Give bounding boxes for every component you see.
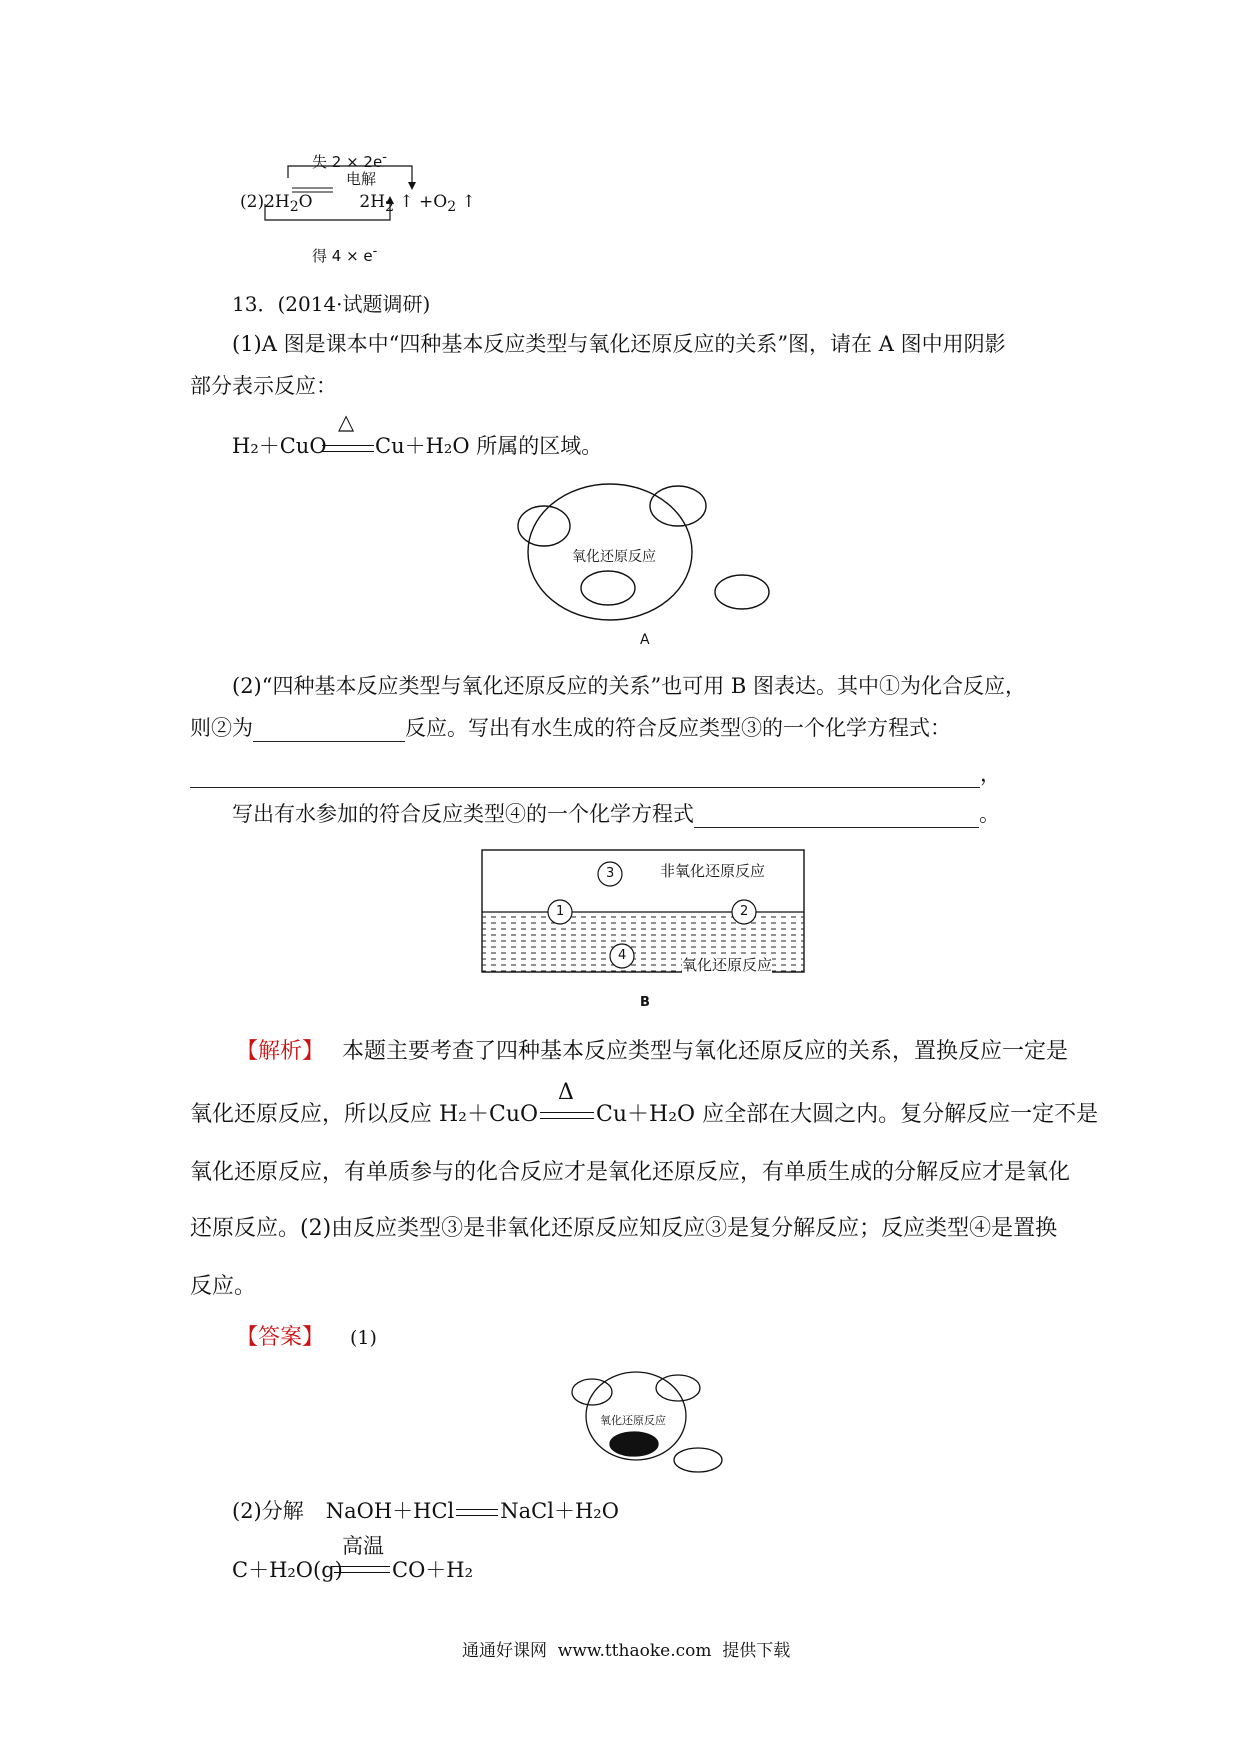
electrolysis-condition: 电解	[346, 170, 377, 188]
figure-b-num-1: 1	[556, 904, 565, 919]
figure-b-num-2: 2	[740, 904, 749, 919]
footer-source: 通通好课网 www.tthaoke.com 提供下载	[462, 1641, 791, 1661]
analysis-line3: 氧化还原反应，有单质参与的化合反应才是氧化还原反应，有单质生成的分解反应才是氧化	[190, 1160, 1071, 1185]
gain-electron-label: 得 4 × e-	[312, 244, 378, 265]
question-number: 13．(2014·试题调研)	[232, 292, 431, 316]
analysis-line1: 【解析】 本题主要考查了四种基本反应类型与氧化还原反应的关系，置换反应一定是	[236, 1039, 1069, 1064]
answer-part2: (2)分解 NaOH＋HCl NaCl＋H₂O	[232, 1499, 619, 1523]
analysis-line4: 还原反应。(2)由反应类型③是非氧化还原反应知反应③是复分解反应；反应类型④是置换	[190, 1216, 1058, 1241]
analysis-line5: 反应。	[190, 1274, 257, 1299]
answer-figure-label: 氧化还原反应	[600, 1414, 666, 1427]
answer-tag: 【答案】	[236, 1325, 325, 1350]
figure-a-caption: A	[640, 632, 650, 648]
question-part2-line4: 写出有水参加的符合反应类型④的一个化学方程式 。	[232, 802, 1000, 826]
figure-b-top-label: 非氧化还原反应	[660, 862, 766, 880]
question-part1-line2: 部分表示反应：	[190, 374, 337, 398]
figure-b-caption: B	[640, 995, 650, 1010]
analysis-tag: 【解析】	[236, 1039, 325, 1064]
question-part2-line2: 则②为 反应。写出有水生成的符合反应类型③的一个化学方程式：	[190, 716, 951, 740]
electrolysis-equation: $(2)2H_2O$ $2H_2$ ↑ $+O_2$ ↑	[240, 192, 476, 215]
figure-a-circle-label: 氧化还原反应	[572, 549, 656, 565]
question-part1-line1: (1)A 图是课本中“四种基本反应类型与氧化还原反应的关系”图，请在 A 图中用阴影	[232, 332, 1006, 356]
question-part2-line3: ，	[190, 760, 1001, 788]
heat-condition: △	[338, 410, 355, 434]
high-temp-condition: 高温	[342, 1534, 384, 1558]
figure-b-num-4: 4	[618, 948, 627, 963]
double-bond-line	[322, 445, 374, 452]
answer-blank[interactable]	[694, 805, 979, 828]
figure-b-num-3: 3	[606, 866, 615, 881]
analysis-line2: 氧化还原反应，所以反应 H₂＋CuO Δ Cu＋H₂O 应全部在大圆之内。复分解反应一定不是	[190, 1080, 1099, 1127]
answer-line1: 【答案】 (1)	[236, 1325, 377, 1350]
figure-b-bottom-label: 氧化还原反应	[682, 956, 773, 974]
question-part2-line1: (2)“四种基本反应类型与氧化还原反应的关系”也可用 B 图表达。其中①为化合反应，	[232, 674, 1026, 698]
lose-electron-label: 失 2 × 2e-	[312, 150, 387, 171]
